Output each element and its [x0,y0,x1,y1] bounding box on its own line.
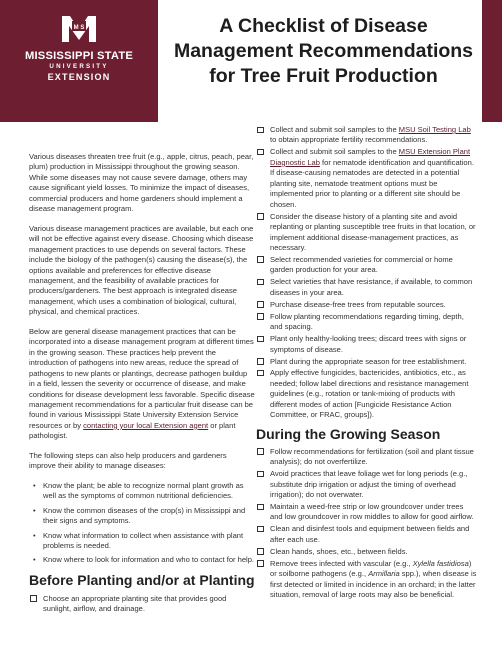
text-segment: Apply effective fungicides, bactericides, antibiotics, etc., as needed; follow label directions and resistance management guidelines (e.g., rotation or tank-mixing of products with different modes of action [Fungicide Resistance Action Committee, or FRAC, groups]). [270,368,469,420]
steps-intro-paragraph: The following steps can also help producers and gardeners improve their ability to manage diseases: [29,450,227,471]
checklist-item [256,502,478,523]
paragraph-text: or plant pathologist. [29,420,236,441]
checklist-item [256,368,478,420]
checklist-item [256,300,478,310]
lab-link[interactable]: MSU Extension Plant Diagnostic Lab [270,147,471,167]
text-segment: Plant during the appropriate season for tree establishment. [270,356,467,366]
practices-paragraph: Various disease management practices are available, but each one will not be effective against every disease. Choosing which disease management practices to use depends on several factors. These include the biology of the pathogen(s) causing the disease(s), the options available and preferences for effective disease management, and the feasibility of available practices for producers/gardeners. The best approach is integrated disease management, which uses a combination of biological, cultural, physical, and chemical practices. [29,223,254,317]
checkbox[interactable] [257,313,264,320]
checkbox[interactable] [257,504,264,511]
pathogen-name: Xylella fastidiosa [412,558,469,568]
text-segment: spp.), when disease is first detected or limited in incidence in an orchard; in the latter situation, removal of large roots may also be beneficial. [270,569,477,600]
checklist-item-text [270,125,471,144]
text-segment: Select varieties that have resistance, if available, to common diseases in your area. [270,277,473,297]
checklist-item-text [270,334,466,353]
growing-season-checklist-tail [256,559,478,601]
msu-logo-icon [60,12,98,46]
checklist-item-text [270,255,453,274]
checkbox[interactable] [257,149,264,156]
list-item: • Know where to look for information and who to contact for help. [43,555,255,565]
general-practices-paragraph [29,327,255,442]
checklist-item [256,547,478,557]
checklist-item-text: Choose an appropriate planting site that provides good sunlight, airflow, and drainage. [43,593,227,614]
checklist-item [256,277,478,298]
lab-link[interactable]: MSU Soil Testing Lab [398,125,471,134]
logo-university-label: UNIVERSITY [49,63,109,70]
text-segment: ) or soilborne pathogens (e.g., [270,558,472,579]
checklist-item [256,524,478,545]
checklist-item-text: Maintain a weed-free strip or low groundcover under trees and low groundcover in row middles to allow for good airflow. [270,502,474,522]
header-accent-bar [482,0,502,122]
checklist-item [256,357,478,367]
page-title [165,14,482,89]
checklist-item-text [270,300,446,309]
checklist-item-text [270,147,474,208]
checkbox[interactable] [257,336,264,343]
checklist-item-text [270,212,476,252]
checklist-item-text [270,357,466,366]
text-segment: Purchase disease-free trees from reputable sources. [270,299,446,309]
extension-agent-link[interactable]: contacting your local Extension agent [83,420,209,430]
checklist-item-text [270,312,464,331]
text-segment: Select recommended varieties for commercial or home garden production for your area. [270,254,453,275]
growing-season-checklist [256,447,478,558]
checklist-item-text: Avoid practices that leave foliage wet for long periods (e.g., substitute drip irrigation or adjust the timing of overhead irrigation); do not overwater. [270,469,468,500]
list-item: • Know the plant; be able to recognize normal plant growth as well as the symptoms of common nutritional deficiencies. [43,481,255,502]
text-segment: to obtain appropriate fertility recommendations. [270,135,428,145]
steps-list [29,481,255,566]
text-segment: Follow planting recommendations regarding timing, depth, and spacing. [270,311,464,332]
checkbox[interactable] [257,256,264,263]
checkbox[interactable] [257,279,264,286]
list-item: • Know the common diseases of the crop(s) in Mississippi and their signs and symptoms. [43,506,255,527]
text-segment: Collect and submit soil samples to the [270,125,399,134]
header [0,0,502,122]
title-line: Management Recommendations [173,40,474,62]
section-heading-before-planting: Before Planting and/or at Planting [29,571,255,588]
title-line: A Checklist of Disease [219,15,428,37]
checklist-item [256,147,478,210]
paragraph-text: Below are general disease management practices that can be incorporated into a disease management program at different times in the growing season. These practices help prevent the introduction of pathogens into new areas, reduce the spread of pathogens to new plants or plantings, decrease pathogen buildup in a field, lessen the severity or occurrence of disease, and make conditions for disease development less favorable. Specific disease management recommendations for a particular fruit disease can be found in various Mississippi State University Extension Service resources or by [29,326,255,430]
checklist-item-text: Follow recommendations for fertilization (soil and plant tissue analysis); do not overfertilize. [270,446,474,467]
checklist-item [256,334,478,355]
text-segment: Consider the disease history of a planting site and avoid replanting or planting susceptible tree fruits in that location, or implement additional disease-management practices, as necessary. [270,211,476,252]
checkbox[interactable] [257,471,264,478]
checklist-item [256,255,478,276]
left-column [29,152,255,616]
text-segment: Collect and submit soil samples to the [270,147,399,157]
before-planting-checklist [29,594,255,615]
text-segment: Plant only healthy-looking trees; discard trees with signs or symptoms of disease. [270,334,467,354]
checklist-item-text: Clean hands, shoes, etc., between fields. [270,546,408,556]
checklist-item [29,594,255,615]
text-segment: Remove trees infected with vascular (e.g., [270,558,413,568]
list-item: • Know what information to collect when assistance with plant problems is needed. [43,531,255,552]
checkbox[interactable] [257,370,264,377]
checkbox[interactable] [257,560,264,567]
checklist-item [256,125,478,146]
pathogen-name: Armillaria [368,569,400,579]
planting-checklist [256,125,478,421]
checklist-item-text [270,277,472,296]
checklist-item [256,469,478,500]
checkbox[interactable] [257,358,264,365]
checklist-item-text [270,368,468,419]
right-column [256,125,478,602]
checklist-item-text [270,559,476,599]
checkbox[interactable] [257,127,264,134]
checklist-item [256,212,478,254]
logo-extension-label: EXTENSION [47,72,111,82]
checkbox[interactable] [30,595,37,602]
checklist-item [256,559,478,601]
title-line: for Tree Fruit Production [209,65,438,87]
checklist-item [256,447,478,468]
intro-paragraph: Various diseases threaten tree fruit (e.g., apple, citrus, peach, pear, plum) production in Mississippi throughout the growing season. While some diseases may not cause severe damage, others may cause significant yield losses. To minimize the impact of diseases, commercial producers and home gardeners should implement a disease management program. [29,152,254,214]
checkbox[interactable] [257,213,264,220]
checklist-item-text: Clean and disinfest tools and equipment between fields and after each use. [270,524,470,544]
section-heading-growing-season: During the Growing Season [256,425,441,442]
checkbox[interactable] [257,301,264,308]
checklist-item [256,312,478,333]
text-segment: for nematode identification and quantification. If disease-causing nematodes are detected in a potential planting site, nematode treatment options must be implemented prior to planting or a different site should be chosen. [270,157,474,209]
checkbox[interactable] [257,548,264,555]
logo-mark-text: M S [73,25,85,31]
checkbox[interactable] [257,448,264,455]
checkbox[interactable] [257,526,264,533]
logo-university-name: MISSISSIPPI STATE [24,50,134,62]
logo-panel [0,0,158,122]
